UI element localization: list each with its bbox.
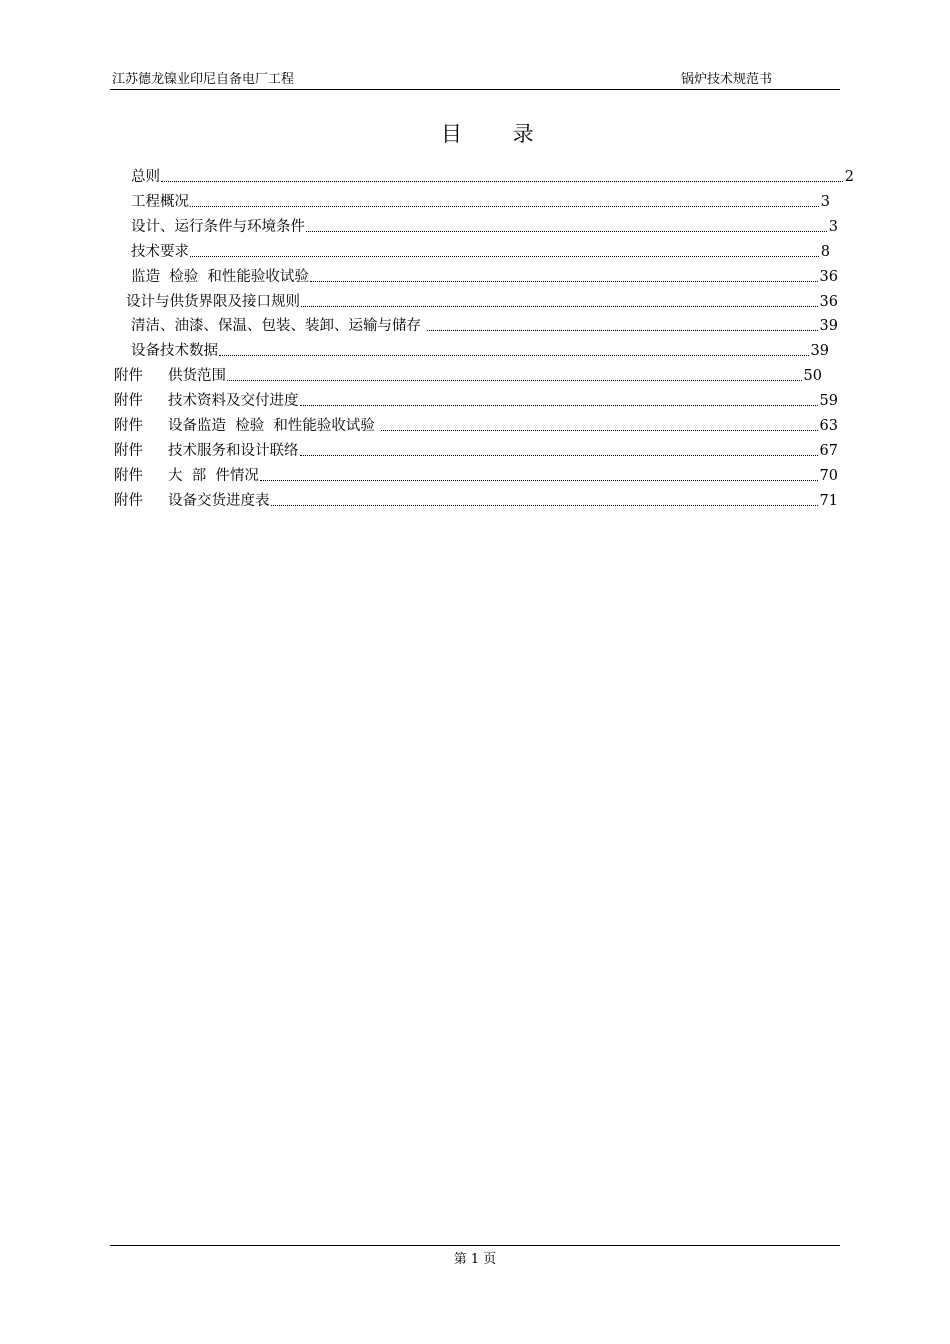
toc-entry-page-number: 3 [828, 219, 838, 235]
toc-entry-page-number: 59 [819, 393, 838, 409]
toc-entry-label: 工程概况 [131, 194, 189, 210]
toc-entry-prefix: 附件 [114, 493, 143, 509]
toc-entry-page-number: 39 [810, 343, 829, 359]
toc-entry-label: 技术要求 [131, 244, 189, 260]
toc-entry-label: 设计、运行条件与环境条件 [131, 219, 305, 235]
toc-dot-leader [381, 430, 818, 431]
toc-entry-label: 设备技术数据 [131, 343, 218, 359]
toc-dot-leader [306, 231, 827, 232]
toc-dot-leader [227, 380, 802, 381]
toc-entry-page-number: 67 [819, 443, 838, 459]
footer-page-number: 第 1 页 [453, 1252, 497, 1267]
toc-entry[interactable] [114, 490, 838, 510]
footer-divider [110, 1245, 840, 1246]
toc-entry-page-number: 71 [819, 493, 838, 509]
toc-entry-page-number: 3 [820, 194, 830, 210]
toc-title: 目 录 [441, 122, 556, 146]
toc-entry-page-number: 8 [820, 244, 830, 260]
toc-dot-leader [310, 281, 818, 282]
toc-dot-leader [271, 505, 818, 506]
toc-dot-leader [260, 480, 818, 481]
toc-entry-page-number: 63 [819, 418, 838, 434]
toc-entry[interactable] [131, 216, 838, 236]
toc-entry[interactable] [114, 365, 822, 385]
toc-dot-leader [300, 405, 818, 406]
toc-entry-page-number: 39 [819, 318, 838, 334]
toc-entry[interactable] [131, 315, 838, 335]
toc-dot-leader [190, 206, 819, 207]
toc-entry-prefix: 附件 [114, 443, 143, 459]
toc-entry-page-number: 50 [803, 368, 822, 384]
toc-entry[interactable] [114, 440, 838, 460]
toc-dot-leader [219, 355, 809, 356]
toc-dot-leader [427, 330, 818, 331]
toc-entry[interactable] [131, 241, 830, 261]
toc-entry-page-number: 2 [844, 169, 854, 185]
toc-entry-prefix: 附件 [114, 468, 143, 484]
toc-dot-leader [161, 181, 843, 182]
header-project-name: 江苏德龙镍业印尼自备电厂工程 [112, 72, 295, 87]
toc-entry-label: 清洁、油漆、保温、包装、装卸、运输与储存 [131, 318, 426, 334]
toc-entry-label: 技术服务和设计联络 [168, 443, 299, 459]
toc-entry-prefix: 附件 [114, 418, 143, 434]
toc-entry-label: 监造 检验 和性能验收试验 [131, 269, 309, 285]
toc-entry[interactable] [114, 465, 838, 485]
toc-dot-leader [301, 306, 818, 307]
toc-entry-prefix: 附件 [114, 368, 143, 384]
toc-entry[interactable] [126, 291, 838, 311]
toc-entry-page-number: 36 [819, 294, 838, 310]
toc-entry-label: 设备监造 检验 和性能验收试验 [168, 418, 380, 434]
toc-entry-label: 大 部 件情况 [168, 468, 259, 484]
toc-entry-label: 设备交货进度表 [168, 493, 270, 509]
header-document-name: 锅炉技术规范书 [681, 72, 773, 87]
header-divider [110, 89, 840, 90]
toc-entry-page-number: 70 [819, 468, 838, 484]
toc-entry-label: 设计与供货界限及接口规则 [126, 294, 300, 310]
toc-entry[interactable] [131, 340, 829, 360]
toc-entry[interactable] [131, 166, 854, 186]
toc-dot-leader [190, 256, 819, 257]
toc-entry[interactable] [131, 266, 838, 286]
toc-entry-label: 总则 [131, 169, 160, 185]
toc-dot-leader [300, 455, 818, 456]
toc-entry-label: 供货范围 [168, 368, 226, 384]
toc-entry[interactable] [114, 390, 838, 410]
toc-entry[interactable] [131, 191, 830, 211]
toc-entry[interactable] [114, 415, 838, 435]
toc-entry-page-number: 36 [819, 269, 838, 285]
toc-entry-prefix: 附件 [114, 393, 143, 409]
toc-entry-label: 技术资料及交付进度 [168, 393, 299, 409]
